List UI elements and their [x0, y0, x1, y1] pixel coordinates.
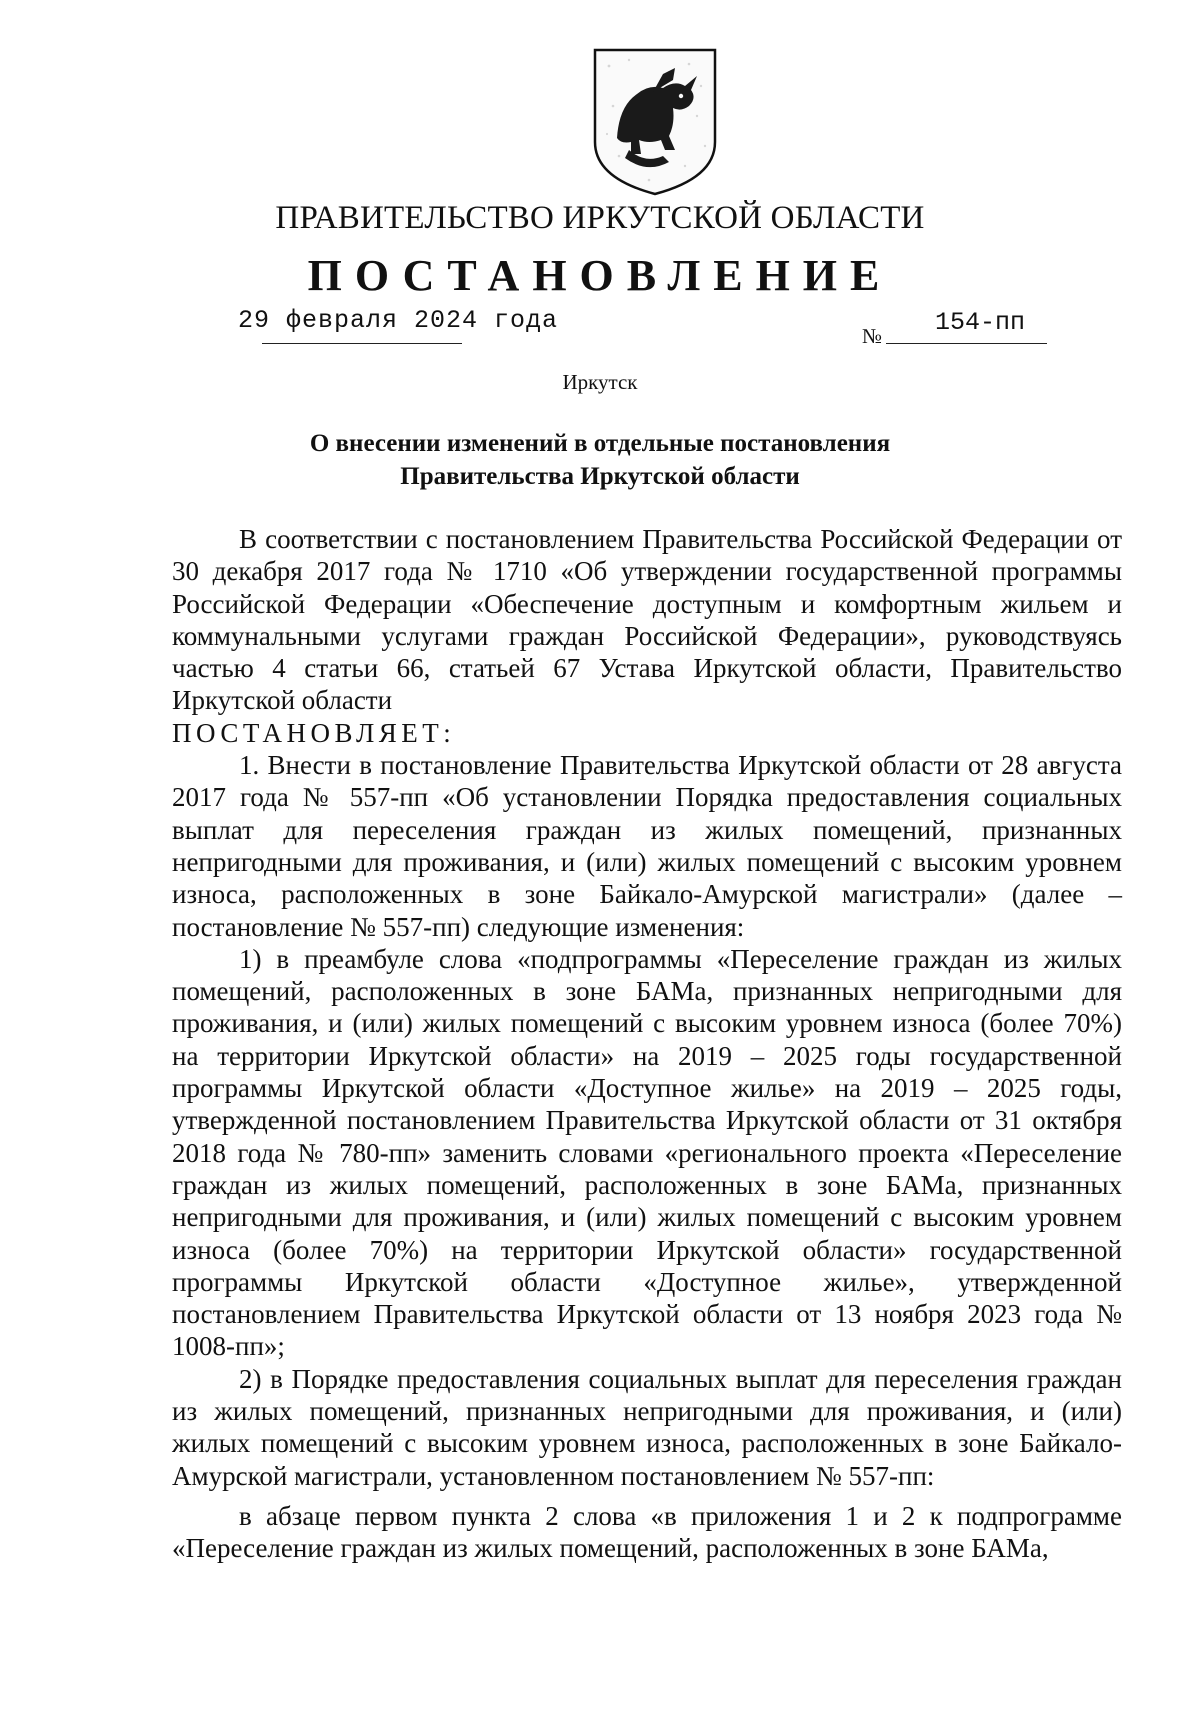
preamble-paragraph: В соответствии с постановлением Правительства Российской Федерации от 30 декабря 2017 года № 1710 «Об утверждении государственной программы Российской Федерации «Обеспечение доступным и комфортным жильем и коммунальными услугами граждан Российской Федерации», руководствуясь частью 4 статьи 66, статьей 67 Устава Иркутской области, Правительство Иркутской области: [172, 524, 1122, 716]
document-number: 154-пп: [935, 308, 1026, 337]
title-line-1: О внесении изменений в отдельные постановления: [309, 430, 891, 457]
subitem-2-paragraph: 2) в Порядке предоставления социальных выплат для переселения граждан из жилых помещений, признанных непригодными для проживания, и (или) жилых помещений с высоким уровнем износа, расположенных в зоне Байкало-Амурской магистрали, установленном постановлением № 557-пп:: [172, 1363, 1122, 1491]
title-line-2: Правительства Иркутской области: [400, 463, 800, 490]
number-underline: [886, 343, 1047, 344]
document-title: [0, 427, 1200, 493]
document-date: 29 февраля 2024 года: [238, 306, 559, 335]
document-type-heading: ПОСТАНОВЛЕНИЕ: [307, 251, 893, 300]
date-underline: [262, 343, 462, 344]
number-label: №: [862, 324, 883, 348]
closing-paragraph: в абзаце первом пункта 2 слова «в приложения 1 и 2 к подпрограмме «Переселение граждан из жилых помещений, расположенных в зоне БАМа,: [172, 1500, 1122, 1564]
document-body: [172, 523, 1122, 1565]
organization-name: ПРАВИТЕЛЬСТВО ИРКУТСКОЙ ОБЛАСТИ: [275, 200, 925, 236]
coat-of-arms-emblem: [589, 46, 721, 196]
city-name: Иркутск: [562, 370, 638, 394]
item-1-paragraph: 1. Внести в постановление Правительства Иркутской области от 28 августа 2017 года № 557-пп «Об установлении Порядка предоставления социальных выплат для переселения граждан из жилых помещений, признанных непригодными для проживания, и (или) жилых помещений с высоким уровнем износа, расположенных в зоне Байкало-Амурской магистрали» (далее – постановление № 557-пп) следующие изменения:: [172, 750, 1122, 942]
resolve-heading: ПОСТАНОВЛЯЕТ:: [172, 717, 456, 748]
subitem-1-paragraph: 1) в преамбуле слова «подпрограммы «Переселение граждан из жилых помещений, расположенных в зоне БАМа, признанных непригодными для проживания, и (или) жилых помещений с высоким уровнем износа (более 70%) на территории Иркутской области» на 2019 – 2025 годы государственной программы Иркутской области «Доступное жилье» на 2019 – 2025 годы, утвержденной постановлением Правительства Иркутской области от 31 октября 2018 года № 780-пп» заменить словами «регионального проекта «Переселение граждан из жилых помещений, расположенных в зоне БАМа, признанных непригодными для проживания, и (или) жилых помещений с высоким уровнем износа (более 70%) на территории Иркутской области» государственной программы Иркутской области «Доступное жилье», утвержденной постановлением Правительства Иркутской области от 13 ноября 2023 года № 1008-пп»;: [172, 943, 1122, 1362]
